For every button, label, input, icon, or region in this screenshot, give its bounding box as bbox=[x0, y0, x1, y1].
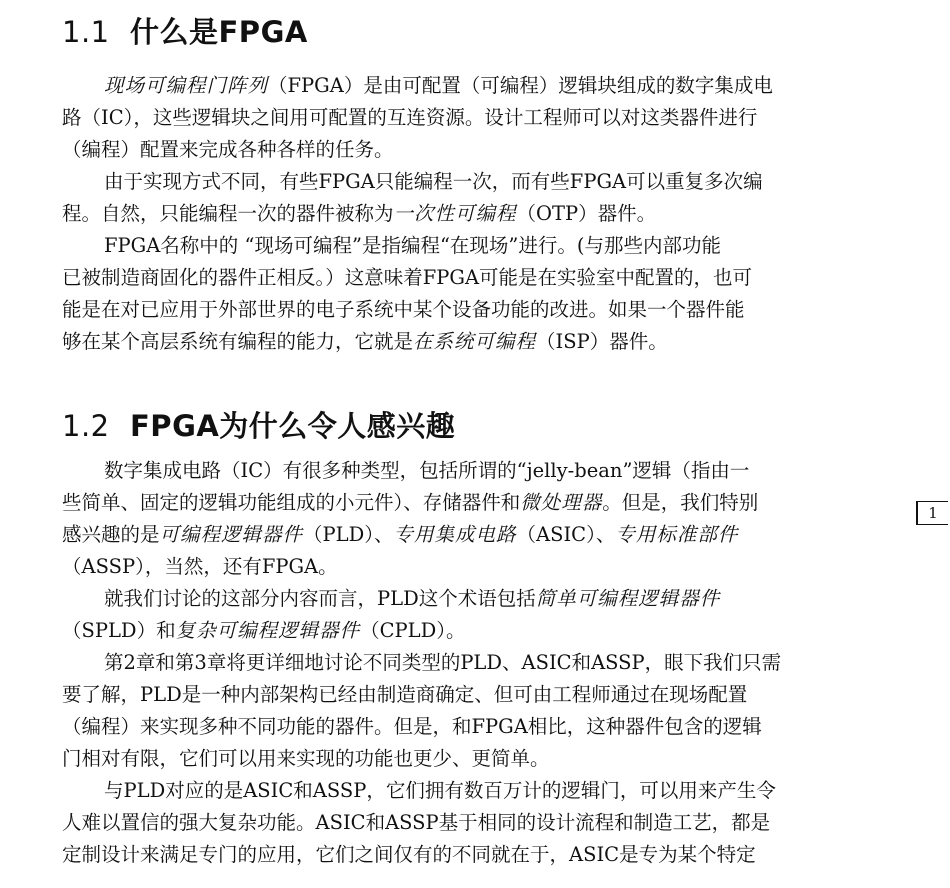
text-run: （ASSP），当然，还有FPGA。 bbox=[62, 555, 338, 578]
text-line bbox=[62, 712, 892, 742]
emphasized-term: 现场可编程门阵列 bbox=[104, 74, 269, 97]
text-line bbox=[62, 103, 892, 133]
text-line bbox=[62, 680, 892, 710]
text-line bbox=[104, 231, 892, 261]
text-run: 就我们讨论的这部分内容而言，PLD这个术语包括 bbox=[104, 587, 536, 610]
section-title: 什么是FPGA bbox=[130, 15, 308, 49]
text-line bbox=[104, 71, 892, 101]
text-run: 。但是，我们特别 bbox=[602, 491, 759, 514]
text-line bbox=[62, 616, 892, 646]
text-line bbox=[62, 552, 892, 582]
text-run: 已被制造商固化的器件正相反。）这意味着FPGA可能是在实验室中配置的，也可 bbox=[62, 266, 753, 289]
text-line bbox=[104, 584, 892, 614]
text-run: （SPLD）和 bbox=[62, 619, 176, 642]
text-run: 能是在对已应用于外部世界的电子系统中某个设备功能的改进。如果一个器件能 bbox=[62, 298, 745, 321]
text-line bbox=[104, 776, 892, 806]
text-run: （编程）配置来完成各种各样的任务。 bbox=[62, 138, 394, 161]
text-run: 定制设计来满足专门的应用，它们之间仅有的不同就在于，ASIC是专为某个特定 bbox=[62, 843, 756, 866]
text-run: 要了解，PLD是一种内部架构已经由制造商确定、但可由工程师通过在现场配置 bbox=[62, 683, 748, 706]
emphasized-term: 微处理器 bbox=[520, 491, 603, 514]
section-title: FPGA为什么令人感兴趣 bbox=[130, 409, 456, 443]
emphasized-term: 可编程逻辑器件 bbox=[159, 523, 304, 546]
section-number: 1.1 bbox=[62, 15, 110, 49]
text-run: 些简单、固定的逻辑功能组成的小元件）、存储器件和 bbox=[62, 491, 521, 514]
section-heading-1-1 bbox=[62, 10, 308, 51]
text-run: 与PLD对应的是ASIC和ASSP，它们拥有数百万计的逻辑门，可以用来产生令 bbox=[104, 779, 776, 802]
text-run: 第2章和第3章将更详细地讨论不同类型的PLD、ASIC和ASSP，眼下我们只需 bbox=[104, 651, 782, 674]
section-number: 1.2 bbox=[62, 409, 110, 443]
text-line bbox=[104, 456, 892, 486]
text-line bbox=[62, 295, 892, 325]
text-run: 路（IC），这些逻辑块之间用可配置的互连资源。设计工程师可以对这类器件进行 bbox=[62, 106, 758, 129]
text-line bbox=[104, 648, 892, 678]
text-run: 够在某个高层系统有编程的能力，它就是 bbox=[62, 330, 414, 353]
text-run: 程。自然，只能编程一次的器件被称为 bbox=[62, 202, 394, 225]
text-run: 门相对有限，它们可以用来实现的功能也更少、更简单。 bbox=[62, 747, 550, 770]
text-line bbox=[62, 808, 892, 838]
emphasized-term: 复杂可编程逻辑器件 bbox=[175, 619, 361, 642]
text-line bbox=[62, 263, 892, 293]
text-line bbox=[104, 167, 892, 197]
text-run: 由于实现方式不同，有些FPGA只能编程一次，而有些FPGA可以重复多次编 bbox=[104, 170, 763, 193]
text-run: （FPGA）是由可配置（可编程）逻辑块组成的数字集成电 bbox=[268, 74, 773, 97]
text-run: 人难以置信的强大复杂功能。ASIC和ASSP基于相同的设计流程和制造工艺，都是 bbox=[62, 811, 771, 834]
text-run: （CPLD）。 bbox=[360, 619, 466, 642]
text-line bbox=[62, 488, 892, 518]
emphasized-term: 一次性可编程 bbox=[393, 202, 517, 225]
text-line bbox=[62, 840, 892, 870]
text-run: （ASIC）、 bbox=[516, 523, 616, 546]
text-run: 数字集成电路（IC）有很多种类型，包括所谓的“jelly-bean”逻辑（指由一 bbox=[104, 459, 750, 482]
section-heading-1-2 bbox=[62, 404, 455, 445]
text-run: （PLD）、 bbox=[303, 523, 394, 546]
emphasized-term: 简单可编程逻辑器件 bbox=[535, 587, 721, 610]
emphasized-term: 专用标准部件 bbox=[615, 523, 739, 546]
text-line bbox=[62, 199, 892, 229]
text-run: （OTP）器件。 bbox=[516, 202, 657, 225]
text-line bbox=[62, 520, 892, 550]
emphasized-term: 在系统可编程 bbox=[413, 330, 537, 353]
text-run: FPGA名称中的 “现场可编程”是指编程“在现场”进行。(与那些内部功能 bbox=[104, 234, 721, 257]
text-line bbox=[62, 744, 892, 774]
text-line bbox=[62, 135, 892, 165]
margin-page-number: 1 bbox=[916, 501, 948, 525]
text-run: （ISP）器件。 bbox=[536, 330, 668, 353]
text-run: （编程）来实现多种不同功能的器件。但是，和FPGA相比，这种器件包含的逻辑 bbox=[62, 715, 762, 738]
text-run: 感兴趣的是 bbox=[62, 523, 160, 546]
emphasized-term: 专用集成电路 bbox=[393, 523, 517, 546]
text-line bbox=[62, 327, 892, 357]
